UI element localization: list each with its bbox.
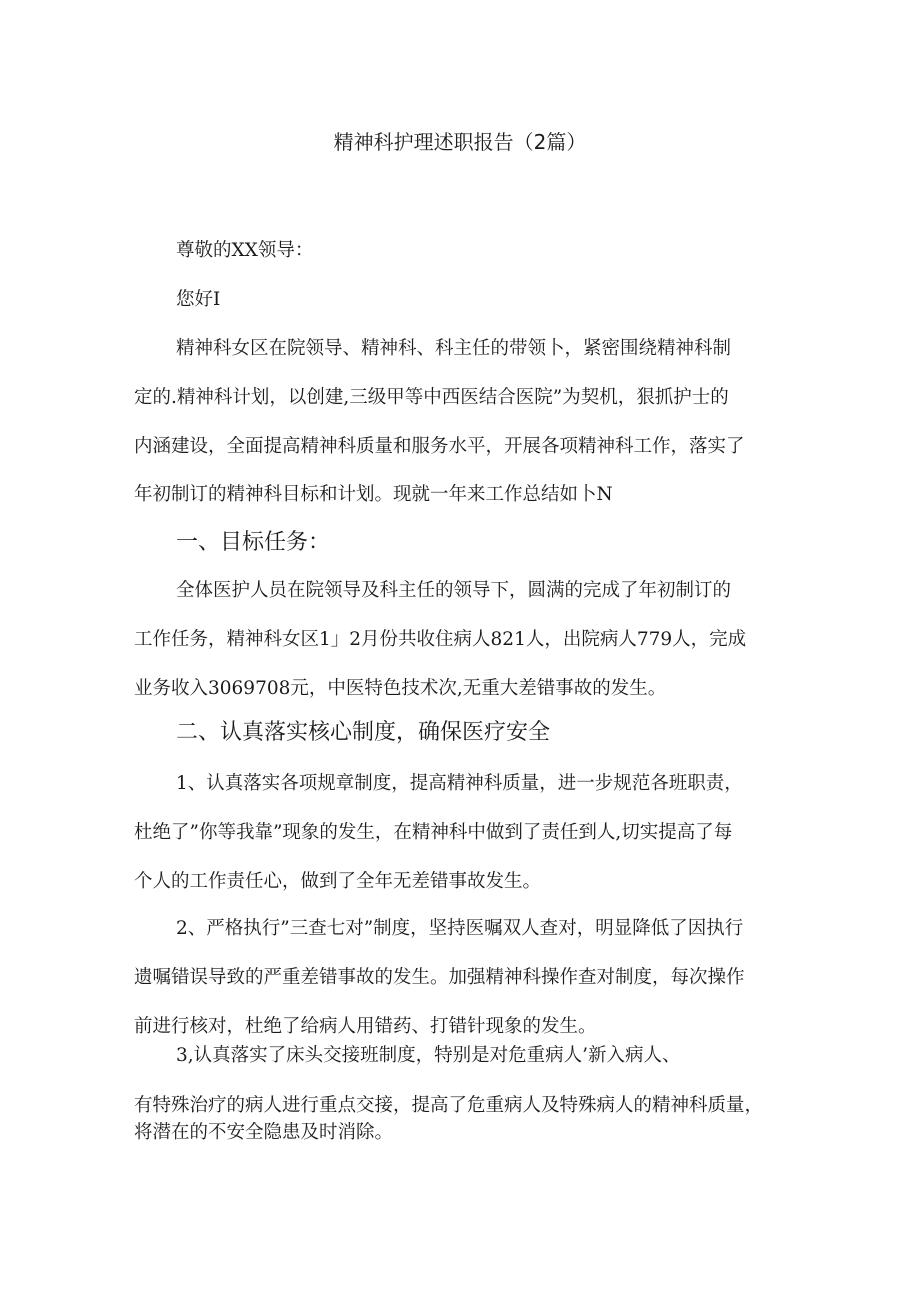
item-1-line-3: 个人的工作责任心，做到了全年无差错事故发生。 <box>134 871 542 892</box>
item-2-line-1: 2、严格执行”三查七对”制度，坚持医嘱双人查对，明显降低了因执行 <box>176 918 744 939</box>
section-2-heading: 二、认真落实核心制度，确保医疗安全 <box>176 720 551 745</box>
section-1-heading: 一、目标任务： <box>176 530 331 555</box>
item-2-line-3: 前进行核对，杜绝了给病人用错药、打错针现象的发生。 <box>134 1016 597 1037</box>
document-title: 精神科护理述职报告（2篇） <box>333 130 587 154</box>
intro-line-3: 内涵建设，全面提高精神科质量和服务水平，开展各项精神科工作，落实了 <box>134 436 745 457</box>
item-1-line-1: 1、认真落实各项规章制度，提高精神科质量，进一步规范各班职责， <box>176 773 743 794</box>
intro-line-1: 精神科女区在院领导、精神科、科主任的带领卜，紧密围绕精神科制 <box>176 338 732 359</box>
item-3-line-3: 将潜在的不安全隐患及时消除。 <box>134 1122 394 1143</box>
greeting: 您好I <box>176 289 221 310</box>
item-3-line-1: 3,认真落实了床头交接班制度，特别是对危重病人’新入病人、 <box>176 1045 681 1066</box>
section-1-line-1: 全体医护人员在院领导及科主任的领导下，圆满的完成了年初制订的 <box>176 580 732 601</box>
item-1-line-2: 杜绝了”你等我靠”现象的发生，在精神科中做到了责任到人,切实提高了每 <box>134 822 733 843</box>
salutation: 尊敬的XX领导： <box>176 240 314 261</box>
intro-line-2: 定的.精神科计划，以创建,三级甲等中西医结合医院”为契机，狠抓护士的 <box>134 387 729 408</box>
intro-line-4: 年初制订的精神科目标和计划。现就一年来工作总结如卜N <box>134 484 613 505</box>
item-3-line-2: 有特殊治疗的病人进行重点交接，提高了危重病人及特殊病人的精神科质量， <box>134 1095 764 1116</box>
section-1-line-3: 业务收入3069708元，中医特色技术次,无重大差错事故的发生。 <box>134 678 667 699</box>
section-1-line-2: 工作任务，精神科女区1」2月份共收住病人821人，出院病人779人，完成 <box>134 629 747 650</box>
item-2-line-2: 遗嘱错误导致的严重差错事故的发生。加强精神科操作查对制度，每次操作 <box>134 967 745 988</box>
